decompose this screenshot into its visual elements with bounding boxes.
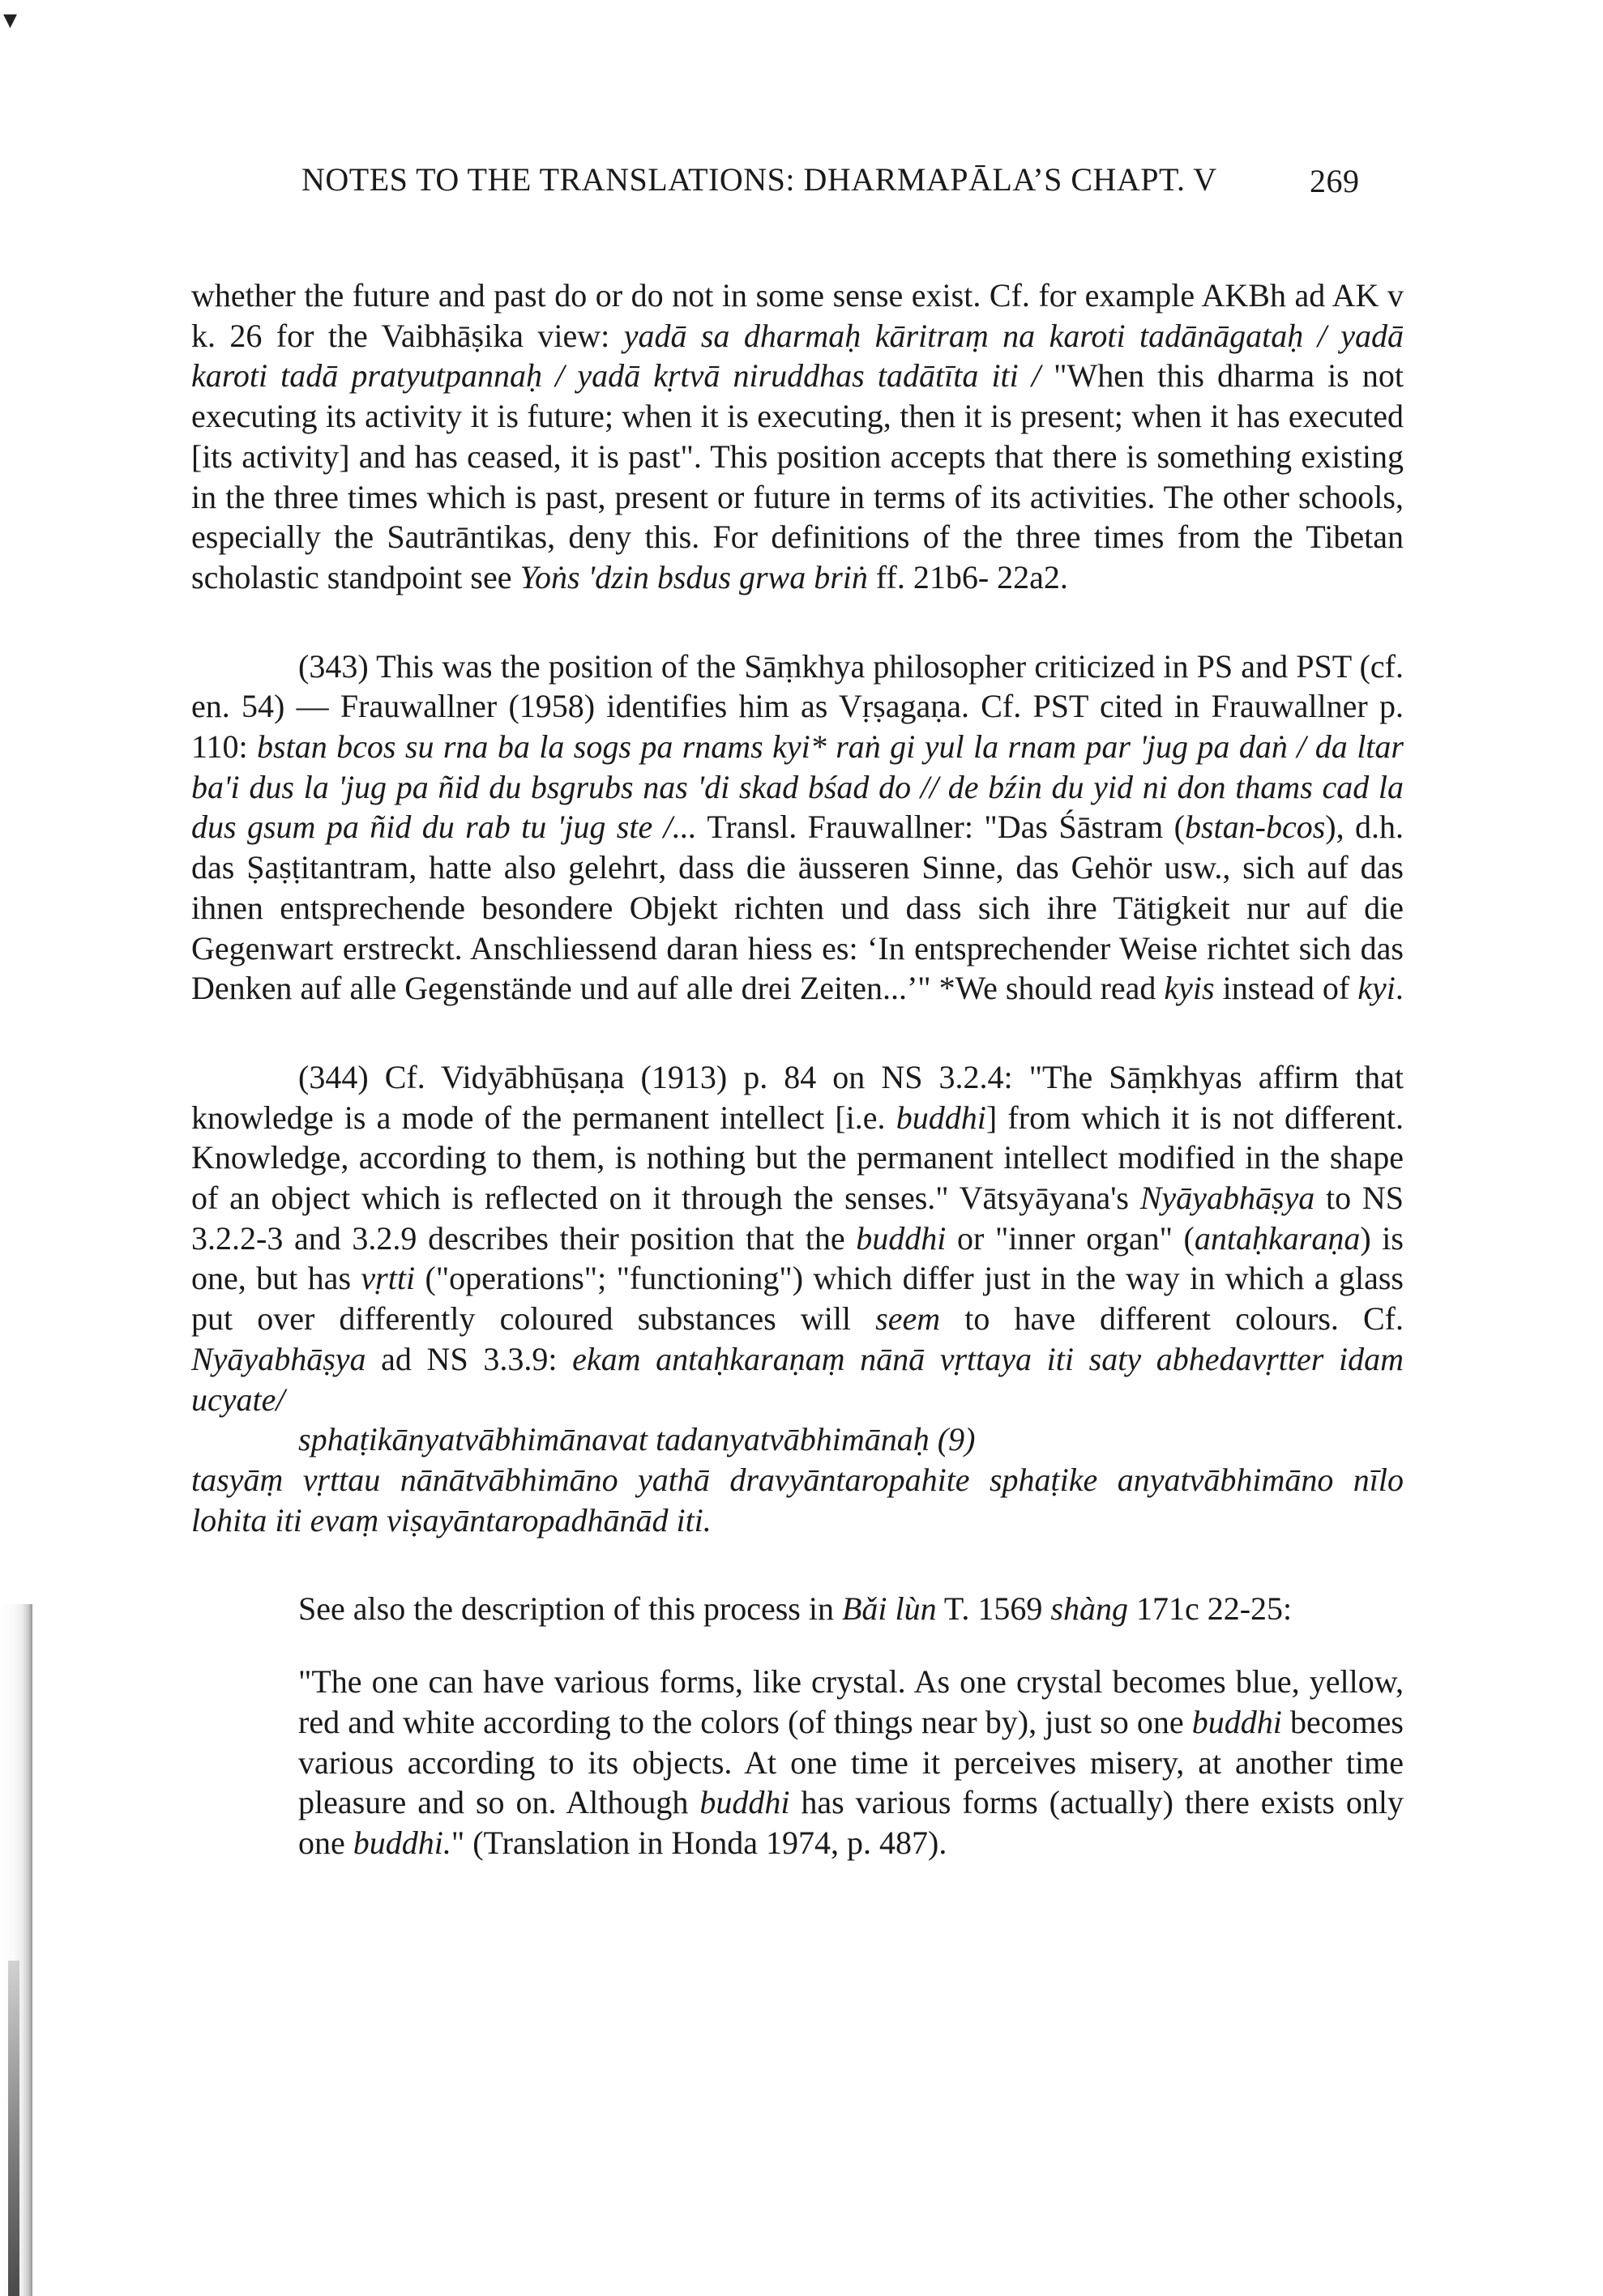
text-run: "When this dharma is not executing its activity it is future; when it is executing, then it is present; when it has executed [its activity] and has ceased, it is past". This position accepts that there is something existing in the three times which is past, present or future in terms of its activities. The other schools, especially the Sautrāntikas, deny this. For definitions of the three times from the Tibetan scholastic standpoint see	[191, 357, 1404, 595]
text-run: ("operations"; "functioning") which differ just in the way in which a glass put over differently coloured substances will	[191, 1260, 1404, 1338]
chinese-title: Bǎi lùn	[841, 1590, 937, 1628]
page-number: 269	[1310, 163, 1360, 199]
sanskrit-quote: yadā sa dharmaḥ kāritraṃ na karoti tadānāgataḥ / yadā karoti tadā pratyutpannaḥ / yadā kṛtvā niruddhas tadātīta iti /	[191, 317, 1404, 395]
italic-term: seem	[875, 1300, 941, 1338]
text-run: T. 1569	[936, 1590, 1051, 1628]
italic-term: buddhi	[896, 1099, 986, 1136]
italic-term: vṛtti	[361, 1260, 416, 1297]
italic-term: buddhi	[699, 1784, 790, 1821]
body-text	[191, 275, 1404, 1863]
text-run: 171c 22-25:	[1127, 1590, 1293, 1628]
text-run: becomes various according to its objects. At one time it perceives misery, at another time pleasure and so on. Although	[298, 1703, 1404, 1821]
text-run: instead of	[1214, 970, 1358, 1007]
text-run: " (Translation in Honda 1974, p. 487).	[451, 1824, 947, 1861]
text-run: Transl. Frauwallner: "Das Śāstram (	[696, 809, 1185, 846]
sutra-verse: sphaṭikānyatvābhimānavat tadanyatvābhimānaḥ (9)	[298, 1421, 976, 1458]
note-343	[191, 647, 1404, 1009]
text-run: or "inner organ" (	[946, 1219, 1195, 1257]
italic-term: antaḥkaraṇa	[1194, 1219, 1361, 1257]
text-run: to have different colours. Cf.	[940, 1300, 1404, 1338]
block-quotation	[298, 1662, 1404, 1863]
tibetan-title: Yoṅs 'dzin bsdus grwa briṅ	[519, 558, 868, 595]
text-run: whether the future and past do or do not in some sense exist. Cf. for example AKBh ad AK v k. 26 for the Vaibhāṣika view:	[191, 277, 1404, 354]
tibetan-quote: bstan bcos su rna ba la sogs pa rnams kyi* raṅ gi yul la rnam par 'jug pa daṅ / da ltar ba'i dus la 'jug pa ñid du bsgrubs nas 'di skad bśad do // de bźin du yid ni don thams cad la dus gsum pa ñid du rab tu 'jug ste /...	[191, 728, 1404, 846]
indented-block	[298, 1589, 1404, 1863]
text-run: ad NS 3.3.9:	[365, 1340, 573, 1377]
text-run: .	[1395, 970, 1404, 1007]
text-run: (344) Cf. Vidyābhūṣaṇa (1913) p. 84 on NS 3.2.4: "The Sāṃkhyas affirm that knowledge is a mode of the permanent intellect [i.e.	[191, 1058, 1404, 1136]
italic-term: kyi	[1357, 970, 1396, 1007]
text-run: See also the description of this process in	[298, 1590, 842, 1628]
scan-corner-mark: ▾	[3, 5, 18, 35]
text-run: has various forms (actually) there exists only one	[298, 1784, 1404, 1861]
text-run: ] from which it is not different. Knowledge, according to them, is nothing but the permanent intellect modified in the shape of an object which is reflected on it through the senses." Vātsyāyana's	[191, 1099, 1404, 1217]
italic-term: Nyāyabhāṣya	[1139, 1180, 1315, 1217]
chinese-term: shàng	[1050, 1590, 1128, 1628]
italic-term: kyis	[1164, 970, 1215, 1007]
text-run: ), d.h. das Ṣaṣṭitantram, hatte also gelehrt, dass die äusseren Sinne, das Gehör usw., sich auf das ihnen entsprechende besondere Objekt richten und dass sich ihre Tätigkeit nur auf die Gegenwart erstreckt. Anschliessend daran hiess es: ‘In entsprechender Weise richtet sich das Denken auf alle Gegenstände und auf alle drei Zeiten...’" *We should read	[191, 809, 1404, 1007]
paragraph-continuation	[191, 275, 1404, 598]
sanskrit-quote: ekam antaḥkaraṇaṃ nānā vṛttaya iti saty abhedavṛtter idam ucyate/	[191, 1340, 1404, 1418]
text-run: "The one can have various forms, like crystal. As one crystal becomes blue, yellow, red and white according to the colors (of things near by), just so one	[298, 1663, 1404, 1740]
italic-term: buddhi.	[353, 1824, 451, 1861]
commentary-quote: tasyāṃ vṛttau nānātvābhimāno yathā dravyāntaropahite sphaṭike anyatvābhimāno nīlo lohita iti evaṃ viṣayāntaropadhānād iti.	[191, 1461, 1404, 1538]
running-head-title: NOTES TO THE TRANSLATIONS: DHARMAPĀLA’S CHAPT. V	[301, 161, 1217, 198]
italic-term: Nyāyabhāṣya	[191, 1340, 366, 1377]
scan-binding-shadow	[8, 1961, 19, 2296]
note-344	[191, 1057, 1404, 1419]
italic-term: buddhi	[856, 1219, 947, 1257]
italic-term: bstan-bcos	[1184, 809, 1326, 846]
text-run: ) is one, but has	[191, 1219, 1404, 1297]
text-run: ff. 21b6- 22a2.	[867, 558, 1068, 595]
italic-term: buddhi	[1191, 1703, 1282, 1740]
text-run: (343) This was the position of the Sāṃkhya philosopher criticized in PS and PST (cf. en. 54) — Frauwallner (1958) identifies him as Vṛṣagaṇa. Cf. PST cited in Frauwallner p. 110:	[191, 647, 1404, 766]
text-run: to NS 3.2.2-3 and 3.2.9 describes their position that the	[191, 1180, 1404, 1257]
see-also-line	[298, 1589, 1404, 1629]
